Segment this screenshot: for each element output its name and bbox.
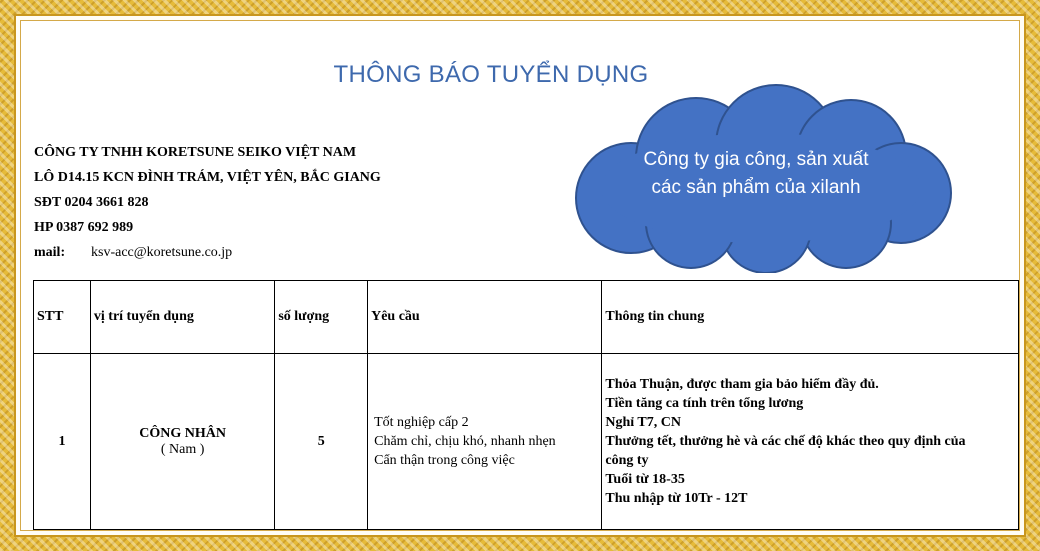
company-name: CÔNG TY TNHH KORETSUNE SEIKO VIỆT NAM <box>34 145 357 160</box>
requirement-line: Chăm chỉ, chịu khó, nhanh nhẹn <box>374 434 556 449</box>
info-line: Tuổi từ 18-35 <box>605 472 685 487</box>
requirement-line: Tốt nghiệp cấp 2 <box>374 415 469 430</box>
company-address: LÔ D14.15 KCN ĐÌNH TRÁM, VIỆT YÊN, BẮC GIANG <box>34 170 381 185</box>
header-position: vị trí tuyển dụng <box>90 281 274 354</box>
info-line: Thưởng tết, thưởng hè và các chế độ khác theo quy định của <box>605 434 966 449</box>
job-table <box>33 280 1019 530</box>
company-phone: SĐT 0204 3661 828 <box>34 195 149 210</box>
header-general-info: Thông tin chung <box>602 281 1019 354</box>
table-row <box>34 354 1019 530</box>
requirement-line: Cẩn thận trong công việc <box>374 453 515 468</box>
cloud-line-2: các sản phẩm của xilanh <box>651 177 861 198</box>
info-line: Tiền tăng ca tính trên tổng lương <box>605 396 804 411</box>
header-requirements: Yêu cầu <box>368 281 602 354</box>
cell-requirements <box>368 354 602 530</box>
cell-stt: 1 <box>34 354 91 530</box>
info-line: Nghỉ T7, CN <box>605 415 681 430</box>
cell-general-info <box>602 354 1019 530</box>
table-header-row <box>34 281 1019 354</box>
cell-position <box>90 354 274 530</box>
company-mobile: HP 0387 692 989 <box>34 220 134 235</box>
header-quantity: số lượng <box>275 281 368 354</box>
mail-label: mail: <box>34 245 66 260</box>
position-gender: ( Nam ) <box>160 441 205 457</box>
cell-quantity: 5 <box>275 354 368 530</box>
mail-address: ksv-acc@koretsune.co.jp <box>91 245 233 260</box>
info-line: Thu nhập từ 10Tr - 12T <box>605 491 748 506</box>
info-line: công ty <box>605 453 649 468</box>
info-line: Thỏa Thuận, được tham gia bảo hiểm đầy đủ. <box>605 377 879 392</box>
notice-sheet <box>20 20 1020 531</box>
page-title: THÔNG BÁO TUYỂN DỤNG <box>333 61 649 88</box>
cloud-text <box>581 146 931 202</box>
position-title: CÔNG NHÂN <box>139 425 226 441</box>
header-stt: STT <box>34 281 91 354</box>
cloud-line-1: Công ty gia công, sản xuất <box>643 149 869 170</box>
